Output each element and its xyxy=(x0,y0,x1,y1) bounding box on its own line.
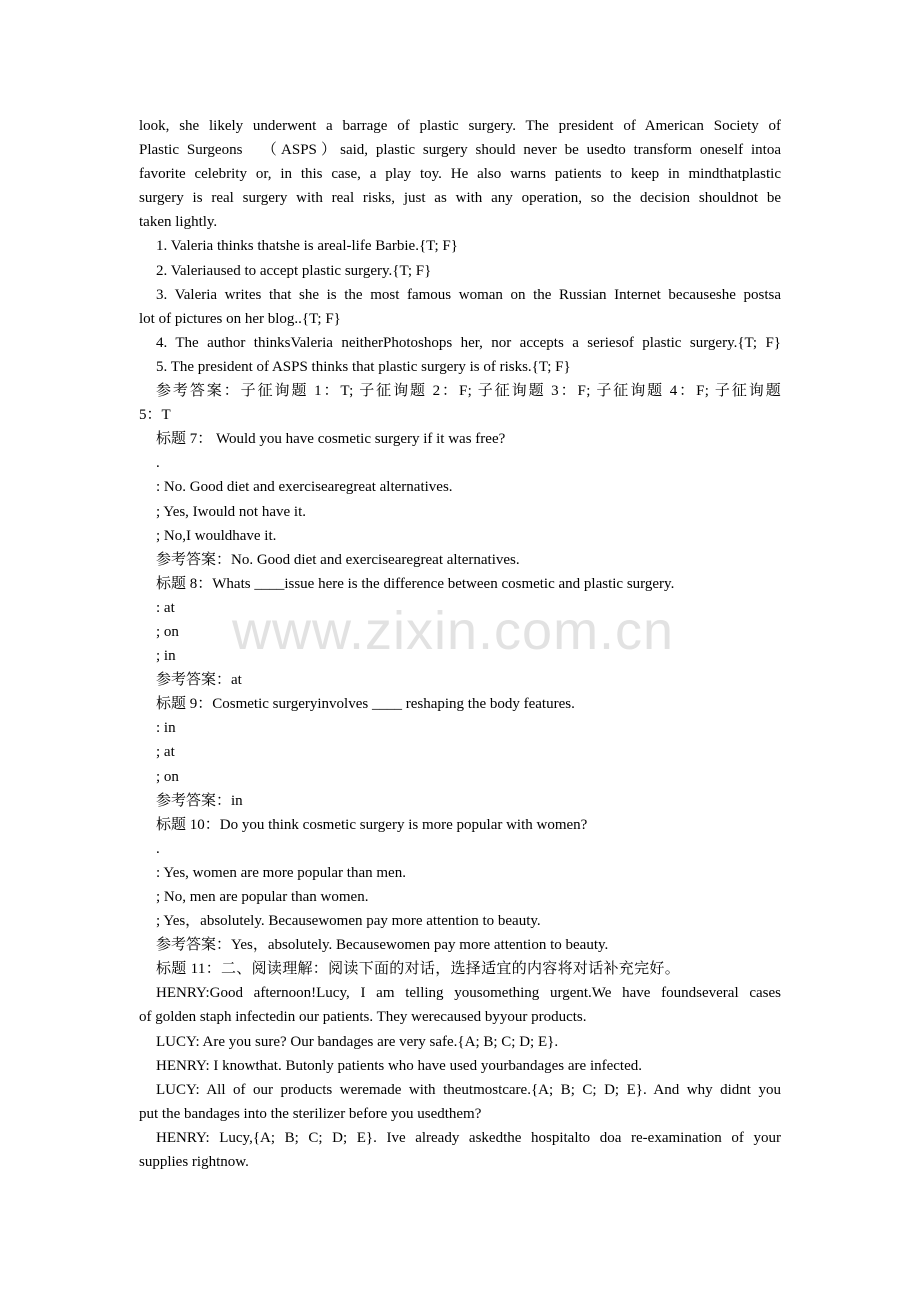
document-page xyxy=(139,114,781,1174)
option-line: ; No, men are popular than women. xyxy=(156,889,369,905)
option-line: ; No,I wouldhave it. xyxy=(156,527,277,544)
question-line: 5. The president of ASPS thinks that plastic surgery is of risks.{T; F} xyxy=(156,358,571,375)
answer-line: 参考答案：in xyxy=(156,792,243,809)
answer-line: 5：T xyxy=(139,407,171,424)
dialogue-line: supplies rightnow. xyxy=(139,1154,249,1171)
dialogue-line: LUCY: Are you sure? Our bandages are very safe.{A; B; C; D; E}. xyxy=(156,1033,559,1050)
dialogue-line: of golden staph infectedin our patients. They werecaused byyour products. xyxy=(139,1009,587,1026)
option-line: : Yes, women are more popular than men. xyxy=(156,864,406,881)
dialogue-line: put the bandages into the sterilizer before you usedthem? xyxy=(139,1105,482,1122)
question-line: 4. The author thinksValeria neitherPhotoshops her, nor accepts a seriesof plastic surgery.{T; F} xyxy=(156,334,781,351)
dialogue-line: HENRY: I knowthat. Butonly patients who have used yourbandages are infected. xyxy=(156,1057,643,1074)
paragraph-line: favorite celebrity or, in this case, a play toy. He also warns patients to keep in mindthatplastic xyxy=(139,166,781,183)
answer-line: 参考答案：No. Good diet and exercisearegreat alternatives. xyxy=(156,551,520,568)
option-line: ; on xyxy=(156,768,179,785)
question-title: 标题 7： Would you have cosmetic surgery if it was free? xyxy=(156,431,506,448)
answer-line: 参考答案：子征询题 1：T; 子征询题 2：F; 子征询题 3：F; 子征询题 4：F; 子征询题 xyxy=(156,383,781,400)
option-line: ; at xyxy=(156,744,175,761)
paragraph-line: look, she likely underwent a barrage of plastic surgery. The president of American Society of xyxy=(139,118,781,134)
question-line: lot of pictures on her blog..{T; F} xyxy=(139,310,341,327)
paragraph-line: Plastic Surgeons （ASPS）said, plastic surgery should never be usedto transform oneself intoa xyxy=(139,142,781,159)
dialogue-line: LUCY: All of our products weremade with theutmostcare.{A; B; C; D; E}. And why didnt you xyxy=(156,1081,781,1098)
answer-line: 参考答案：Yes，absolutely. Becausewomen pay more attention to beauty. xyxy=(156,937,609,954)
question-title: 标题 11：二、阅读理解：阅读下面的对话，选择适宜的内容将对话补充完好。 xyxy=(156,961,680,978)
watermark: www.zixin.com.cn xyxy=(232,601,675,661)
option-line: ; Yes, Iwould not have it. xyxy=(156,503,306,520)
option-line: ; in xyxy=(156,648,176,665)
question-title: 标题 9：Cosmetic surgeryinvolves ____ reshaping the body features. xyxy=(156,696,575,713)
dialogue-line: HENRY:Good afternoon!Lucy, I am telling yousomething urgent.We have foundseveral cases xyxy=(156,985,781,1002)
question-title: 标题 8：Whats ____issue here is the difference between cosmetic and plastic surgery. xyxy=(156,575,675,592)
option-line: . xyxy=(156,840,160,857)
dialogue-line: HENRY: Lucy,{A; B; C; D; E}. Ive already askedthe hospitalto doa re-examination of your xyxy=(156,1129,781,1146)
option-line: : in xyxy=(156,720,176,737)
answer-line: 参考答案：at xyxy=(156,672,242,689)
question-line: 2. Valeriaused to accept plastic surgery.{T; F} xyxy=(156,262,432,279)
paragraph-line: surgery is real surgery with real risks, just as with any operation, so the decision shouldnot be xyxy=(139,190,781,207)
question-line: 3. Valeria writes that she is the most famous woman on the Russian Internet becauseshe postsa xyxy=(156,286,781,303)
option-line: : at xyxy=(156,599,175,616)
question-line: 1. Valeria thinks thatshe is areal-life Barbie.{T; F} xyxy=(156,238,458,255)
question-title: 标题 10：Do you think cosmetic surgery is more popular with women? xyxy=(156,816,588,833)
option-line: : No. Good diet and exercisearegreat alternatives. xyxy=(156,479,453,496)
option-line: ; Yes，absolutely. Becausewomen pay more attention to beauty. xyxy=(156,913,541,930)
option-line: ; on xyxy=(156,623,179,640)
option-line: . xyxy=(156,455,160,472)
paragraph-line: taken lightly. xyxy=(139,214,218,231)
